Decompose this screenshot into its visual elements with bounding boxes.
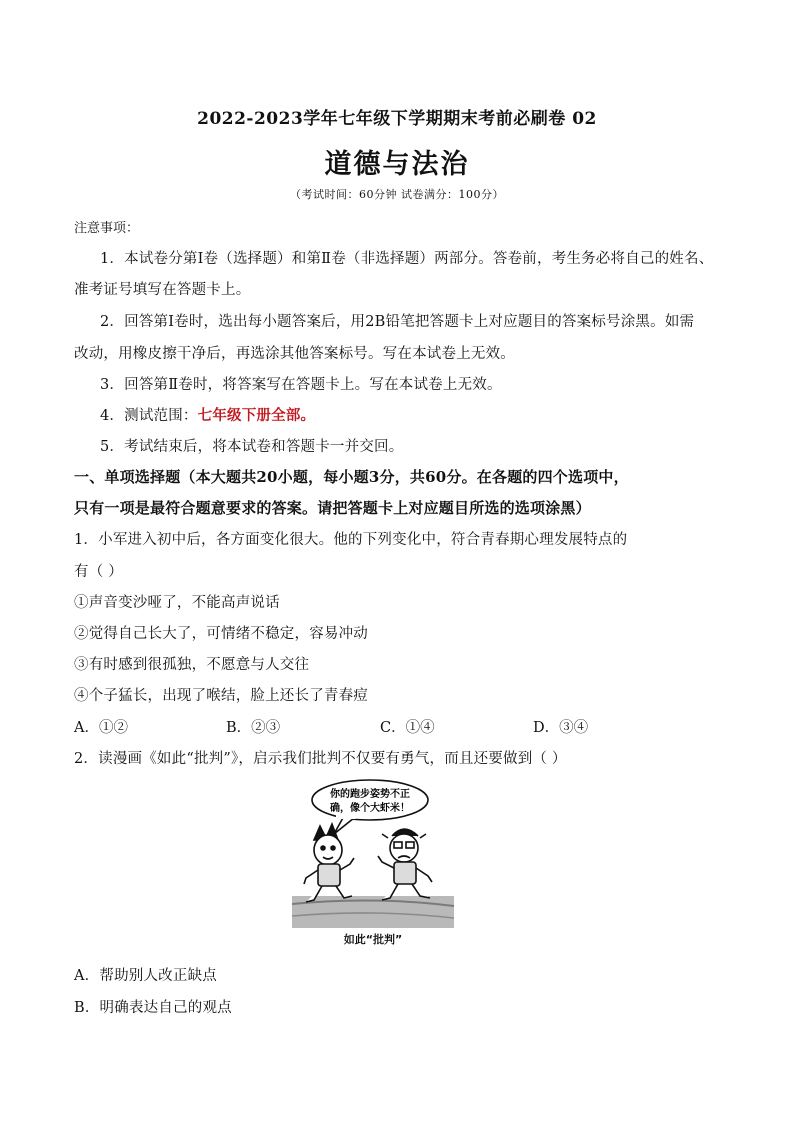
question-2-option-a[interactable]: A．帮助别人改正缺点: [74, 968, 217, 984]
cartoon-illustration: [292, 778, 454, 928]
question-1-statement-3: ③有时感到很孤独，不愿意与人交往: [74, 657, 310, 673]
notice-item-4-label: 4．测试范围：: [100, 408, 198, 424]
test-range: 七年级下册全部。: [197, 407, 316, 424]
notice-item-2-cont: 改动，用橡皮擦干净后，再选涂其他答案标号。写在本试卷上无效。: [74, 346, 515, 362]
speech-text-line-2: 确，像个大虾米！: [330, 803, 410, 814]
notice-item-3: 3．回答第Ⅱ卷时，将答案写在答题卡上。写在本试卷上无效。: [100, 377, 502, 393]
question-1-option-a[interactable]: A．①②: [74, 720, 128, 736]
section-heading: 一、单项选择题（本大题共20小题，每小题3分，共60分。在各题的四个选项中，: [74, 468, 629, 486]
notice-item-4: [100, 404, 315, 425]
question-1-statement-4: ④个子猛长，出现了喉结，脸上还长了青春痘: [74, 688, 368, 704]
cartoon-caption: 如此“批判”: [343, 933, 403, 946]
speech-text-line-1: 你的跑步姿势不正: [330, 789, 410, 800]
question-2-option-b[interactable]: B．明确表达自己的观点: [74, 1000, 232, 1016]
speech-bubble: [312, 780, 428, 820]
section-heading-cont: 只有一项是最符合题意要求的答案。请把答题卡上对应题目所选的选项涂黑）: [74, 499, 591, 517]
notice-item-1-cont: 准考证号填写在答题卡上。: [74, 282, 251, 298]
question-1-statement-1: ①声音变沙哑了，不能高声说话: [74, 595, 280, 611]
question-1-option-b[interactable]: B．②③: [226, 720, 281, 736]
right-runner: [378, 829, 432, 900]
notice-item-2: 2．回答第Ⅰ卷时，选出每小题答案后，用2B铅笔把答题卡上对应题目的答案标号涂黑。如需: [100, 314, 695, 330]
question-1-stem-cont: 有（ ）: [74, 564, 123, 580]
question-1-stem: 1．小军进入初中后，各方面变化很大。他的下列变化中，符合青春期心理发展特点的: [74, 532, 628, 548]
left-runner: [304, 824, 354, 902]
question-2-stem: 2．读漫画《如此“批判”》，启示我们批判不仅要有勇气，而且还要做到（ ）: [74, 751, 567, 767]
notice-item-5: 5．考试结束后，将本试卷和答题卡一并交回。: [100, 439, 404, 455]
notice-heading: 注意事项：: [74, 221, 140, 236]
question-1-option-d[interactable]: D．③④: [533, 720, 589, 736]
subject-title: 道德与法治: [324, 149, 470, 180]
exam-title: 2022-2023学年七年级下学期期末考前必刷卷 02: [197, 109, 597, 129]
question-1-option-c[interactable]: C．①④: [380, 720, 435, 736]
exam-info: （考试时间：60分钟 试卷满分：100分）: [290, 188, 504, 201]
question-1-statement-2: ②觉得自己长大了，可情绪不稳定，容易冲动: [74, 626, 368, 642]
notice-item-1: 1．本试卷分第Ⅰ卷（选择题）和第Ⅱ卷（非选择题）两部分。答卷前，考生务必将自己的姓名、: [100, 251, 714, 267]
